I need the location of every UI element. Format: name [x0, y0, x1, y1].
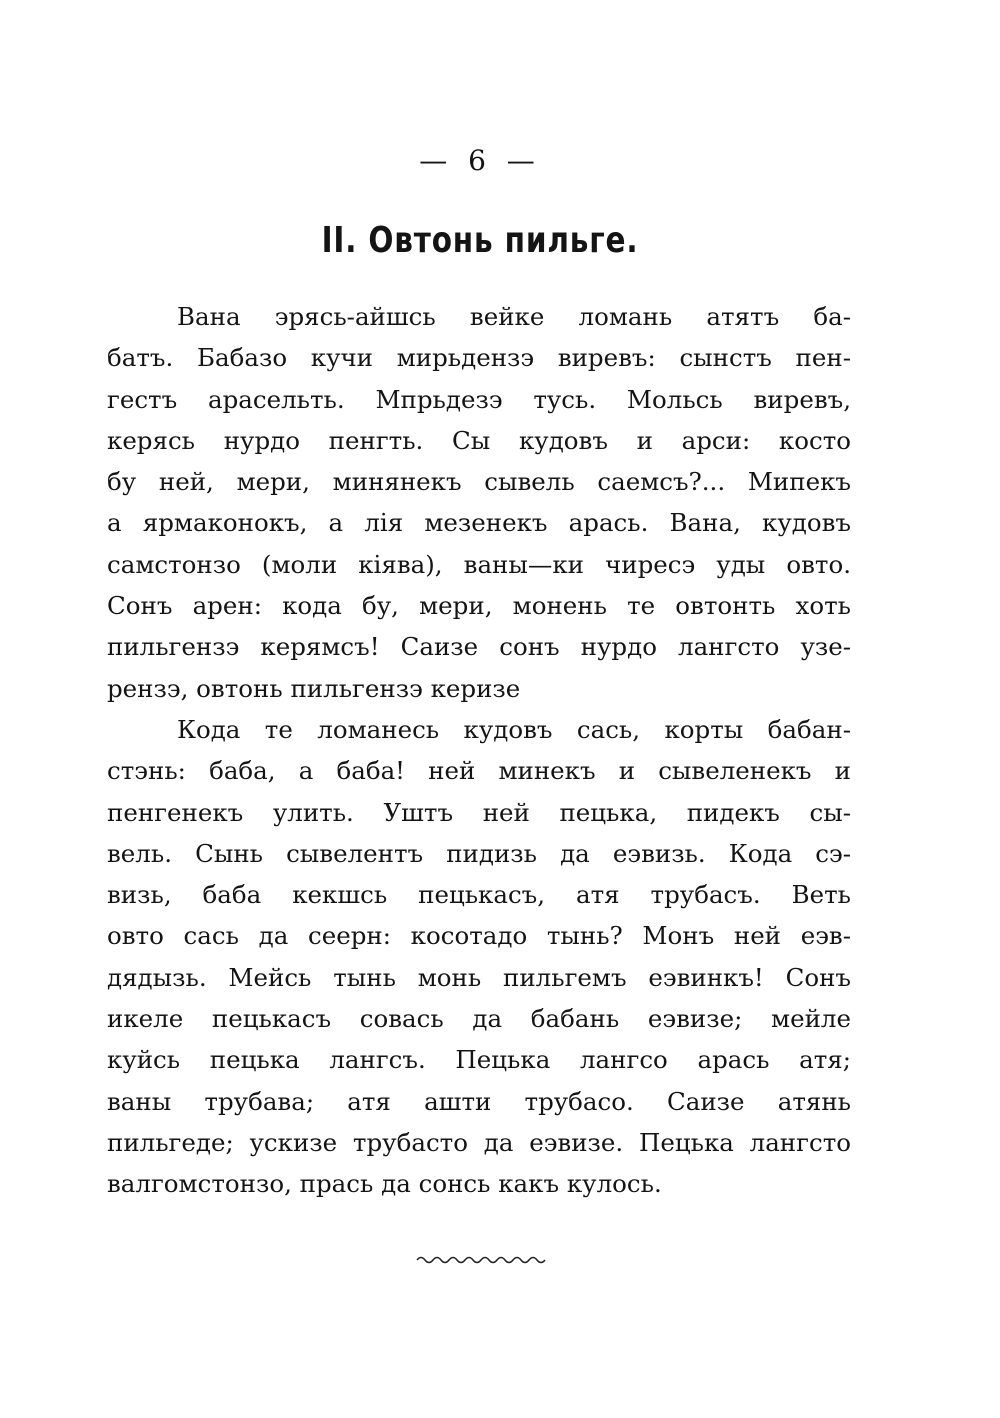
text-line: вель. Сынь сывелентъ пидизь да еэвизь. Кода сэ- [107, 838, 851, 868]
text-line: гестъ аpaсельть. Мпрьдезэ тусь. Мольсь виревъ, [107, 384, 851, 414]
text-line: пильгеде; ускизе трубасто да еэвизе. Пецька лангсто [107, 1127, 851, 1157]
text-line: стэнь: баба, а баба! ней минекъ и сывеленекъ и [107, 756, 851, 786]
page-number: — 6 — [419, 144, 541, 177]
text-line: валгомстонзо, прась да сонсь какъ кулось. [107, 1169, 662, 1199]
text-line: самстонзо (моли кiява), ваны—ки чиресэ уды овто. [107, 549, 851, 579]
text-line: керясь нурдо пенгть. Сы кудовъ и арси: косто [107, 425, 851, 455]
text-line: визь, баба кекшсь пецькасъ, атя трубасъ. Веть [107, 880, 851, 910]
text-line: батъ. Бабазо кучи мирьдензэ виревъ: сынстъ пен- [107, 343, 851, 373]
text-line: Кода те ломанесь кудовъ сась, корты бабан- [177, 714, 851, 744]
paragraph-1 [107, 296, 851, 709]
paragraph-2 [107, 709, 851, 1205]
text-line: дядызь. Мейсь тынь монь пильгемъ еэвинкъ! Сонъ [107, 962, 851, 992]
text-line: овто сась да сеерн: косотадо тынь? Монъ ней еэв- [107, 921, 851, 951]
text-line: рензэ, овтонь пильгензэ керизе [107, 673, 521, 703]
text-line: а ярмаконокъ, а лiя мезенекъ арась. Вана, кудовъ [107, 508, 851, 538]
text-line: Вана эрясь-айшсь вейке ломань атятъ ба- [177, 302, 851, 331]
text-line: пенгенекъ улить. Уштъ ней пецька, пидекъ сы- [107, 797, 851, 827]
text-line: бу ней, мери, минянекъ сывель саемсъ?... Мипекъ [107, 467, 851, 497]
text-line: Сонъ арен: кода бу, мери, монень те овтонть хоть [107, 591, 851, 621]
text-line: куйсь пецька лангсъ. Пецька лангсо арась атя; [107, 1045, 851, 1075]
chapter-title: II. Овтонь пильге. [321, 220, 639, 261]
text-line: пильгензэ керямсъ! Саизе сонъ нурдо лангсто узе- [107, 632, 851, 662]
body-text [107, 296, 851, 1205]
text-line: ваны трубава; атя ашти трубасо. Саизе атянь [107, 1086, 851, 1116]
text-line: икеле пецькасъ совась да бабань еэвизе; мейле [107, 1004, 851, 1034]
tilde-ornament-icon [415, 1250, 550, 1270]
